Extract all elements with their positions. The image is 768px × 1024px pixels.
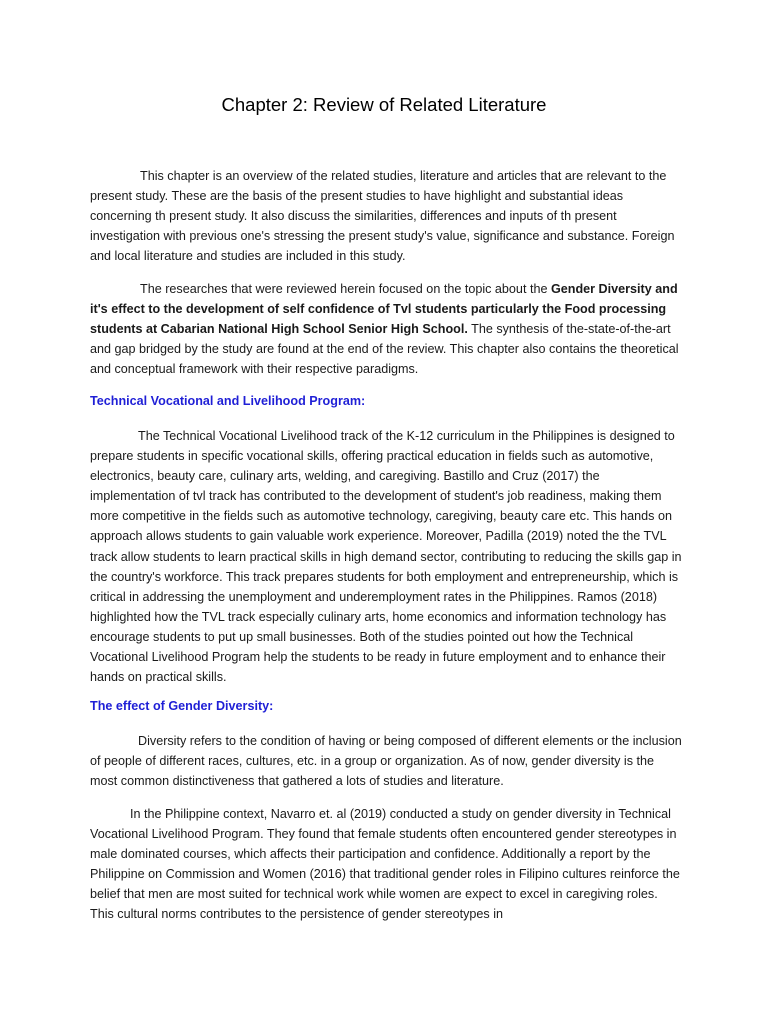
tvl-paragraph: The Technical Vocational Livelihood track of the K-12 curriculum in the Philippines is designed to prepare students in specific vocational skills, offering practical education in fields such as automotive, electronics, beauty care, culinary arts, welding, and caregiving. Bastillo and Cruz (2017) the implementation of tvl track has contributed to the development of student's job readiness, making them more competitive in the fields such as automotive technology, caregiving, beauty care etc. This hands on approach allows students to gain valuable work experience. Moreover, Padilla (2019) noted the the TVL track allow students to learn practical skills in high demand sector, contributing to reducing the skills gap in the country's workforce. This track prepares students for both employment and entrepreneurship, which is critical in addressing the unemployment and underemployment rates in the Philippines. Ramos (2018) highlighted how the TVL track especially culinary arts, home economics and information technology has encourage students to put up small businesses. Both of the studies pointed out how the Technical Vocational Livelihood Program help the students to be ready in future employment and to enhance their hands on practical skills. [90, 429, 682, 685]
philippine-context-paragraph: In the Philippine context, Navarro et. al (2019) conducted a study on gender diversity in Technical Vocational Livelihood Program. They found that female students often encountered gender stereotypes in male dominated courses, which affects their participation and confidence. Additionally a report by the Philippine on Commission and Women (2016) that traditional gender roles in Filipino cultures reinforce the belief that men are most suited for technical work while women are expect to excel in caregiving roles. This cultural norms contributes to the persistence of gender stereotypes in [90, 807, 680, 922]
intro-paragraph: This chapter is an overview of the related studies, literature and articles that are relevant to the present study. These are the basis of the present studies to have highlight and substantial ideas concerning th present study. It also discuss the similarities, differences and inputs of th present investigation with previous one's stressing the present study's value, significance and substance. Foreign and local literature and studies are included in this study. [90, 169, 675, 264]
page-title: Chapter 2: Review of Related Literature [221, 94, 547, 115]
focus-paragraph [90, 279, 682, 379]
focus-paragraph-topic: Gender Diversity and it's effect to the development of self confidence of Tvl students particularly the Food processing students at Cabarian National High School Senior High School. [90, 282, 678, 337]
focus-paragraph-lead: The researches that were reviewed herein focused on the topic about the [140, 282, 551, 296]
diversity-definition-paragraph: Diversity refers to the condition of having or being composed of different elements or the inclusion of people of different races, cultures, etc. in a group or organization. As of now, gender diversity is the most common distinctiveness that gathered a lots of studies and literature. [90, 734, 682, 789]
focus-paragraph-tail: The synthesis of the-state-of-the-art and gap bridged by the study are found at the end of the review. This chapter also contains the theoretical and conceptual framework with their respective paradigms. [90, 322, 679, 377]
section-heading-tvl: Technical Vocational and Livelihood Program: [90, 394, 366, 408]
section-heading-gender-diversity: The effect of Gender Diversity: [90, 699, 274, 713]
